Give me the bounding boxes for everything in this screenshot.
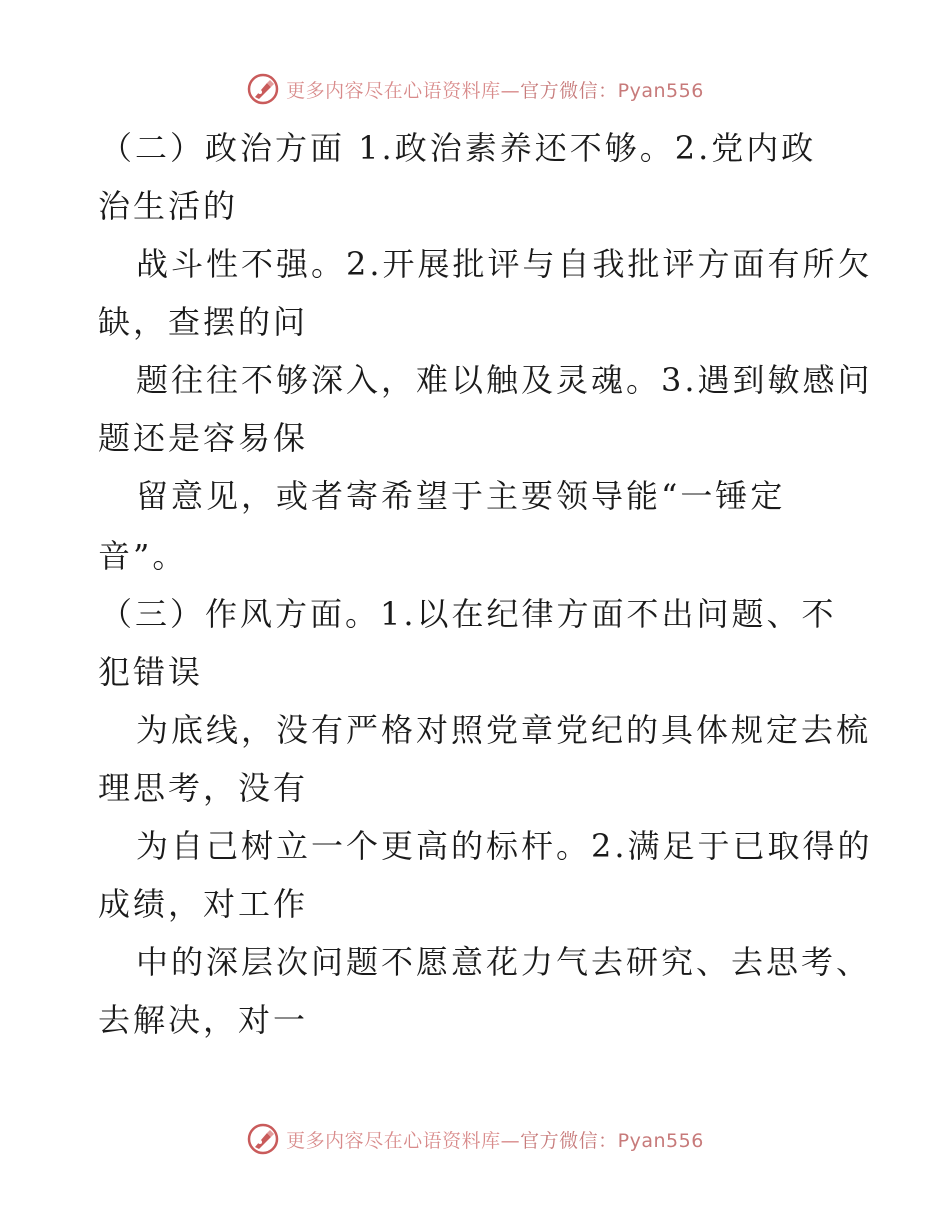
banner-text	[286, 1126, 704, 1153]
banner-library-text: 更多内容尽在心语资料库	[286, 79, 501, 102]
body-line: 题还是容易保	[98, 419, 309, 457]
footer-watermark-banner	[0, 1122, 950, 1156]
banner-text	[286, 76, 704, 103]
body-line: 留意见，或者寄希望于主要领导能“一锤定	[136, 477, 786, 515]
body-line: 治生活的	[98, 187, 239, 225]
banner-library-text: 更多内容尽在心语资料库	[286, 1129, 501, 1152]
body-line: 犯错误	[98, 653, 204, 691]
body-line: 战斗性不强。2.开展批评与自我批评方面有所欠	[136, 245, 873, 283]
body-line: 音”。	[98, 537, 188, 575]
banner-dash: —	[500, 79, 521, 102]
body-line: 中的深层次问题不愿意花力气去研究、去思考、	[136, 943, 872, 981]
body-line: 成绩，对工作	[98, 885, 309, 923]
body-line: 缺，查摆的问	[98, 303, 309, 341]
body-line: （三）作风方面。1.以在纪律方面不出问题、不	[100, 595, 837, 633]
banner-wechat-text: 官方微信：Pyan556	[520, 79, 704, 102]
body-line: 为底线，没有严格对照党章党纪的具体规定去梳	[136, 711, 872, 749]
banner-wechat-text: 官方微信：Pyan556	[520, 1129, 704, 1152]
pen-seal-logo-icon	[246, 1122, 280, 1156]
banner-dash: —	[500, 1129, 521, 1152]
body-line: 理思考，没有	[98, 769, 309, 807]
header-watermark-banner	[0, 72, 950, 106]
body-line: 去解决，对一	[98, 1001, 309, 1039]
body-line: 题往往不够深入，难以触及灵魂。3.遇到敏感问	[136, 361, 873, 399]
pen-seal-logo-icon	[246, 72, 280, 106]
body-line: （二）政治方面 1.政治素养还不够。2.党内政	[100, 129, 817, 167]
body-line: 为自己树立一个更高的标杆。2.满足于已取得的	[136, 827, 873, 865]
